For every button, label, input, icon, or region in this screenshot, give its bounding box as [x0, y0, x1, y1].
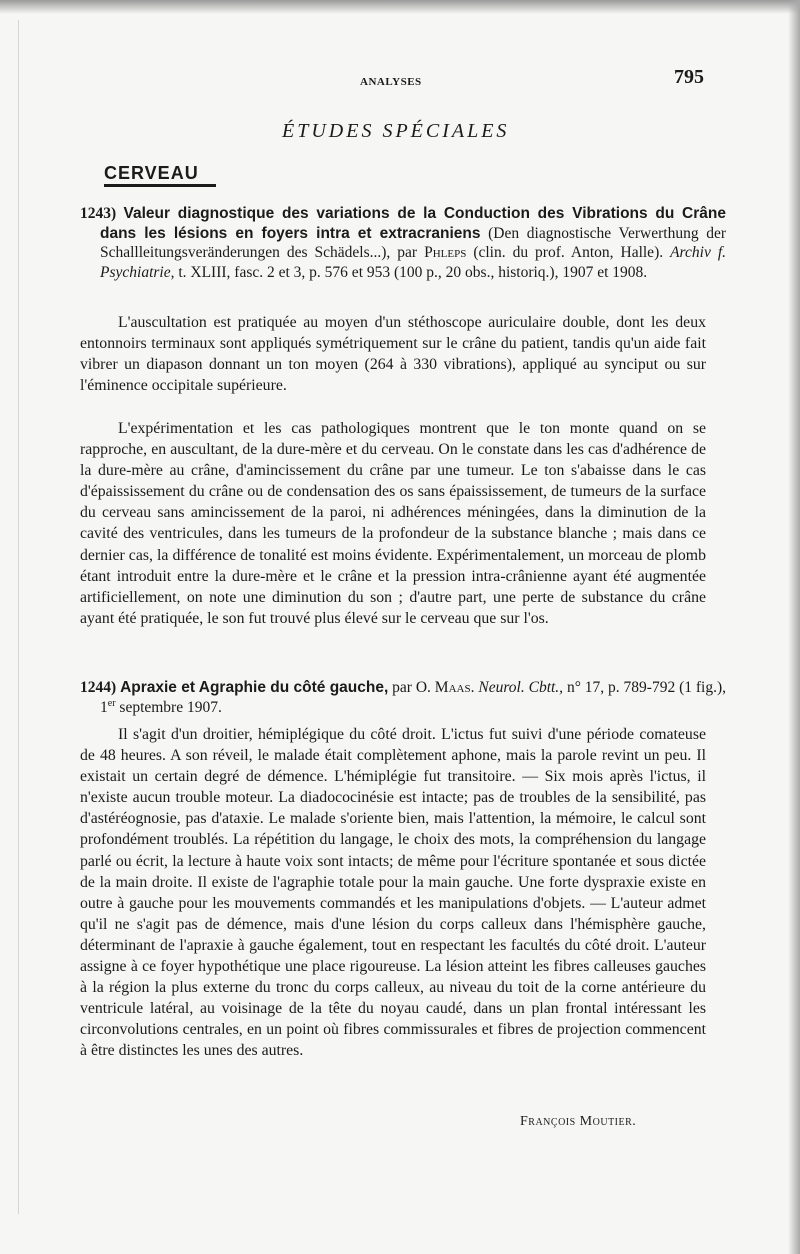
section-title: ÉTUDES SPÉCIALES: [282, 120, 510, 142]
entry-journal: Archiv f. Psychiatrie,: [100, 244, 726, 281]
entry-affiliation: (clin. du prof. Anton, Halle).: [473, 244, 664, 261]
reviewer-signature: François Moutier.: [520, 1114, 637, 1129]
entry-1244-paragraph-1: Il s'agit d'un droitier, hémiplégique du côté droit. L'ictus fut suivi d'une période comateuse de 48 heures. A son réveil, le malade était complètement aphone, mais la parole revint un peu. Il existait un certain degré de démence. L'hémiplégie fut transitoire. — Six mois après l'ictus, il n'existe aucun trouble moteur. La diadococinésie est intacte; pas de troubles de la sensibilité, pas d'astéréognosie, pas d'ataxie. Le malade s'oriente bien, mais l'attention, la mémoire, le calcul sont profondément troublés. La répétition du langage, le choix des mots, la compréhension du langage parlé ou écrit, la lecture à haute voix sont intacts; de même pour l'écriture spontanée et sous dictée de la main droite. Il existe de l'agraphie totale pour la main gauche. Une forte dyspraxie existe en outre à gauche pour les mouvements commandés et les manipulations d'objets. — L'auteur admet qu'il ne s'agit pas de démence, mais d'une lésion du corps calleux dans l'hémisphère gauche, déterminant de l'apraxie à gauche également, tout en respectant les facultés du côté droit. L'auteur assigne à ce foyer hypothétique une place rigoureuse. La lésion atteint les fibres calleuses gauches à la région la plus externe du tronc du corps calleux, au niveau du toit de la corne antérieure du ventricule latéral, au voisinage de la tête du noyau caudé, dans un plan frontal intéressant les circonvolutions centrales, en un point où fibres commissurales et fibres de projection commencent à être distinctes les unes des autres.: [80, 726, 706, 1060]
entry-1243-paragraph-1: L'auscultation est pratiquée au moyen d'un stéthoscope auriculaire double, dont les deux entonnoirs terminaux sont appliqués symétriquement sur le crâne du patient, tandis qu'un aide fait vibrer un diapason donnant un ton moyen (264 à 330 vibrations), appliqué au synciput ou sur l'éminence occipitale supérieure.: [80, 314, 706, 395]
page-edge: [18, 20, 19, 1214]
entry-1243-header: [80, 204, 726, 282]
entry-1244-header: [80, 678, 726, 717]
entry-number: 1244): [80, 679, 117, 696]
entry-author: Phleps: [424, 244, 467, 261]
entry-author: Maas.: [434, 679, 475, 696]
entry-citation: t. XLIII, fasc. 2 et 3, p. 576 et 953 (100 p., 20 obs., historiq.), 1907 et 1908.: [178, 263, 648, 281]
entry-title: Valeur diagnostique des variations de la Conduction des Vibrations du Crâne dans les lésions en foyers intra et extracraniens: [100, 205, 726, 242]
running-head: ANALYSES: [360, 76, 422, 88]
entry-original-title: (Den diagnostische Verwerthung der Schallleitungsveränderungen des Schädels...),: [100, 224, 727, 261]
entry-title: Apraxie et Agraphie du côté gauche,: [120, 679, 389, 696]
entry-citation: n° 17, p. 789-792 (1 fig.), 1er septembre 1907.: [100, 679, 727, 716]
entry-1243-paragraph-2: L'expérimentation et les cas pathologiques montrent que le ton monte quand on se rapproche, en auscultant, de la dure-mère et du cerveau. On le constate dans les cas d'adhérence de la dure-mère au crâne, d'amincissement du crâne par une tumeur. Le ton s'abaisse dans le cas d'épaississement du crâne ou de condensation des os sans épaississement, de tumeurs de la surface du cerveau sans amincissement de la paroi, ni adhérences méningées, dans la diminution de la cavité des ventricules, dans les tumeurs de la profondeur de la substance blanche ; mais dans ce dernier cas, la différence de tonalité est moins évidente. Expérimentalement, un morceau de plomb étant introduit entre la dure-mère et le crâne et la pression intra-crânienne ayant été augmentée artificiellement, on note une diminution du son ; d'autre part, une perte de substance du crâne ayant été pratiquée, le son fut trouvé plus élevé sur le cerveau que sur l'os.: [80, 420, 706, 627]
rubric-heading: CERVEAU: [104, 163, 199, 183]
entry-journal: Neurol. Cbtt.,: [478, 679, 564, 696]
entry-by: par: [397, 244, 418, 261]
rubric-underline: [104, 184, 216, 187]
entry-number: 1243): [80, 205, 117, 222]
page-number: 795: [674, 66, 704, 88]
entry-by: par O.: [392, 679, 431, 696]
